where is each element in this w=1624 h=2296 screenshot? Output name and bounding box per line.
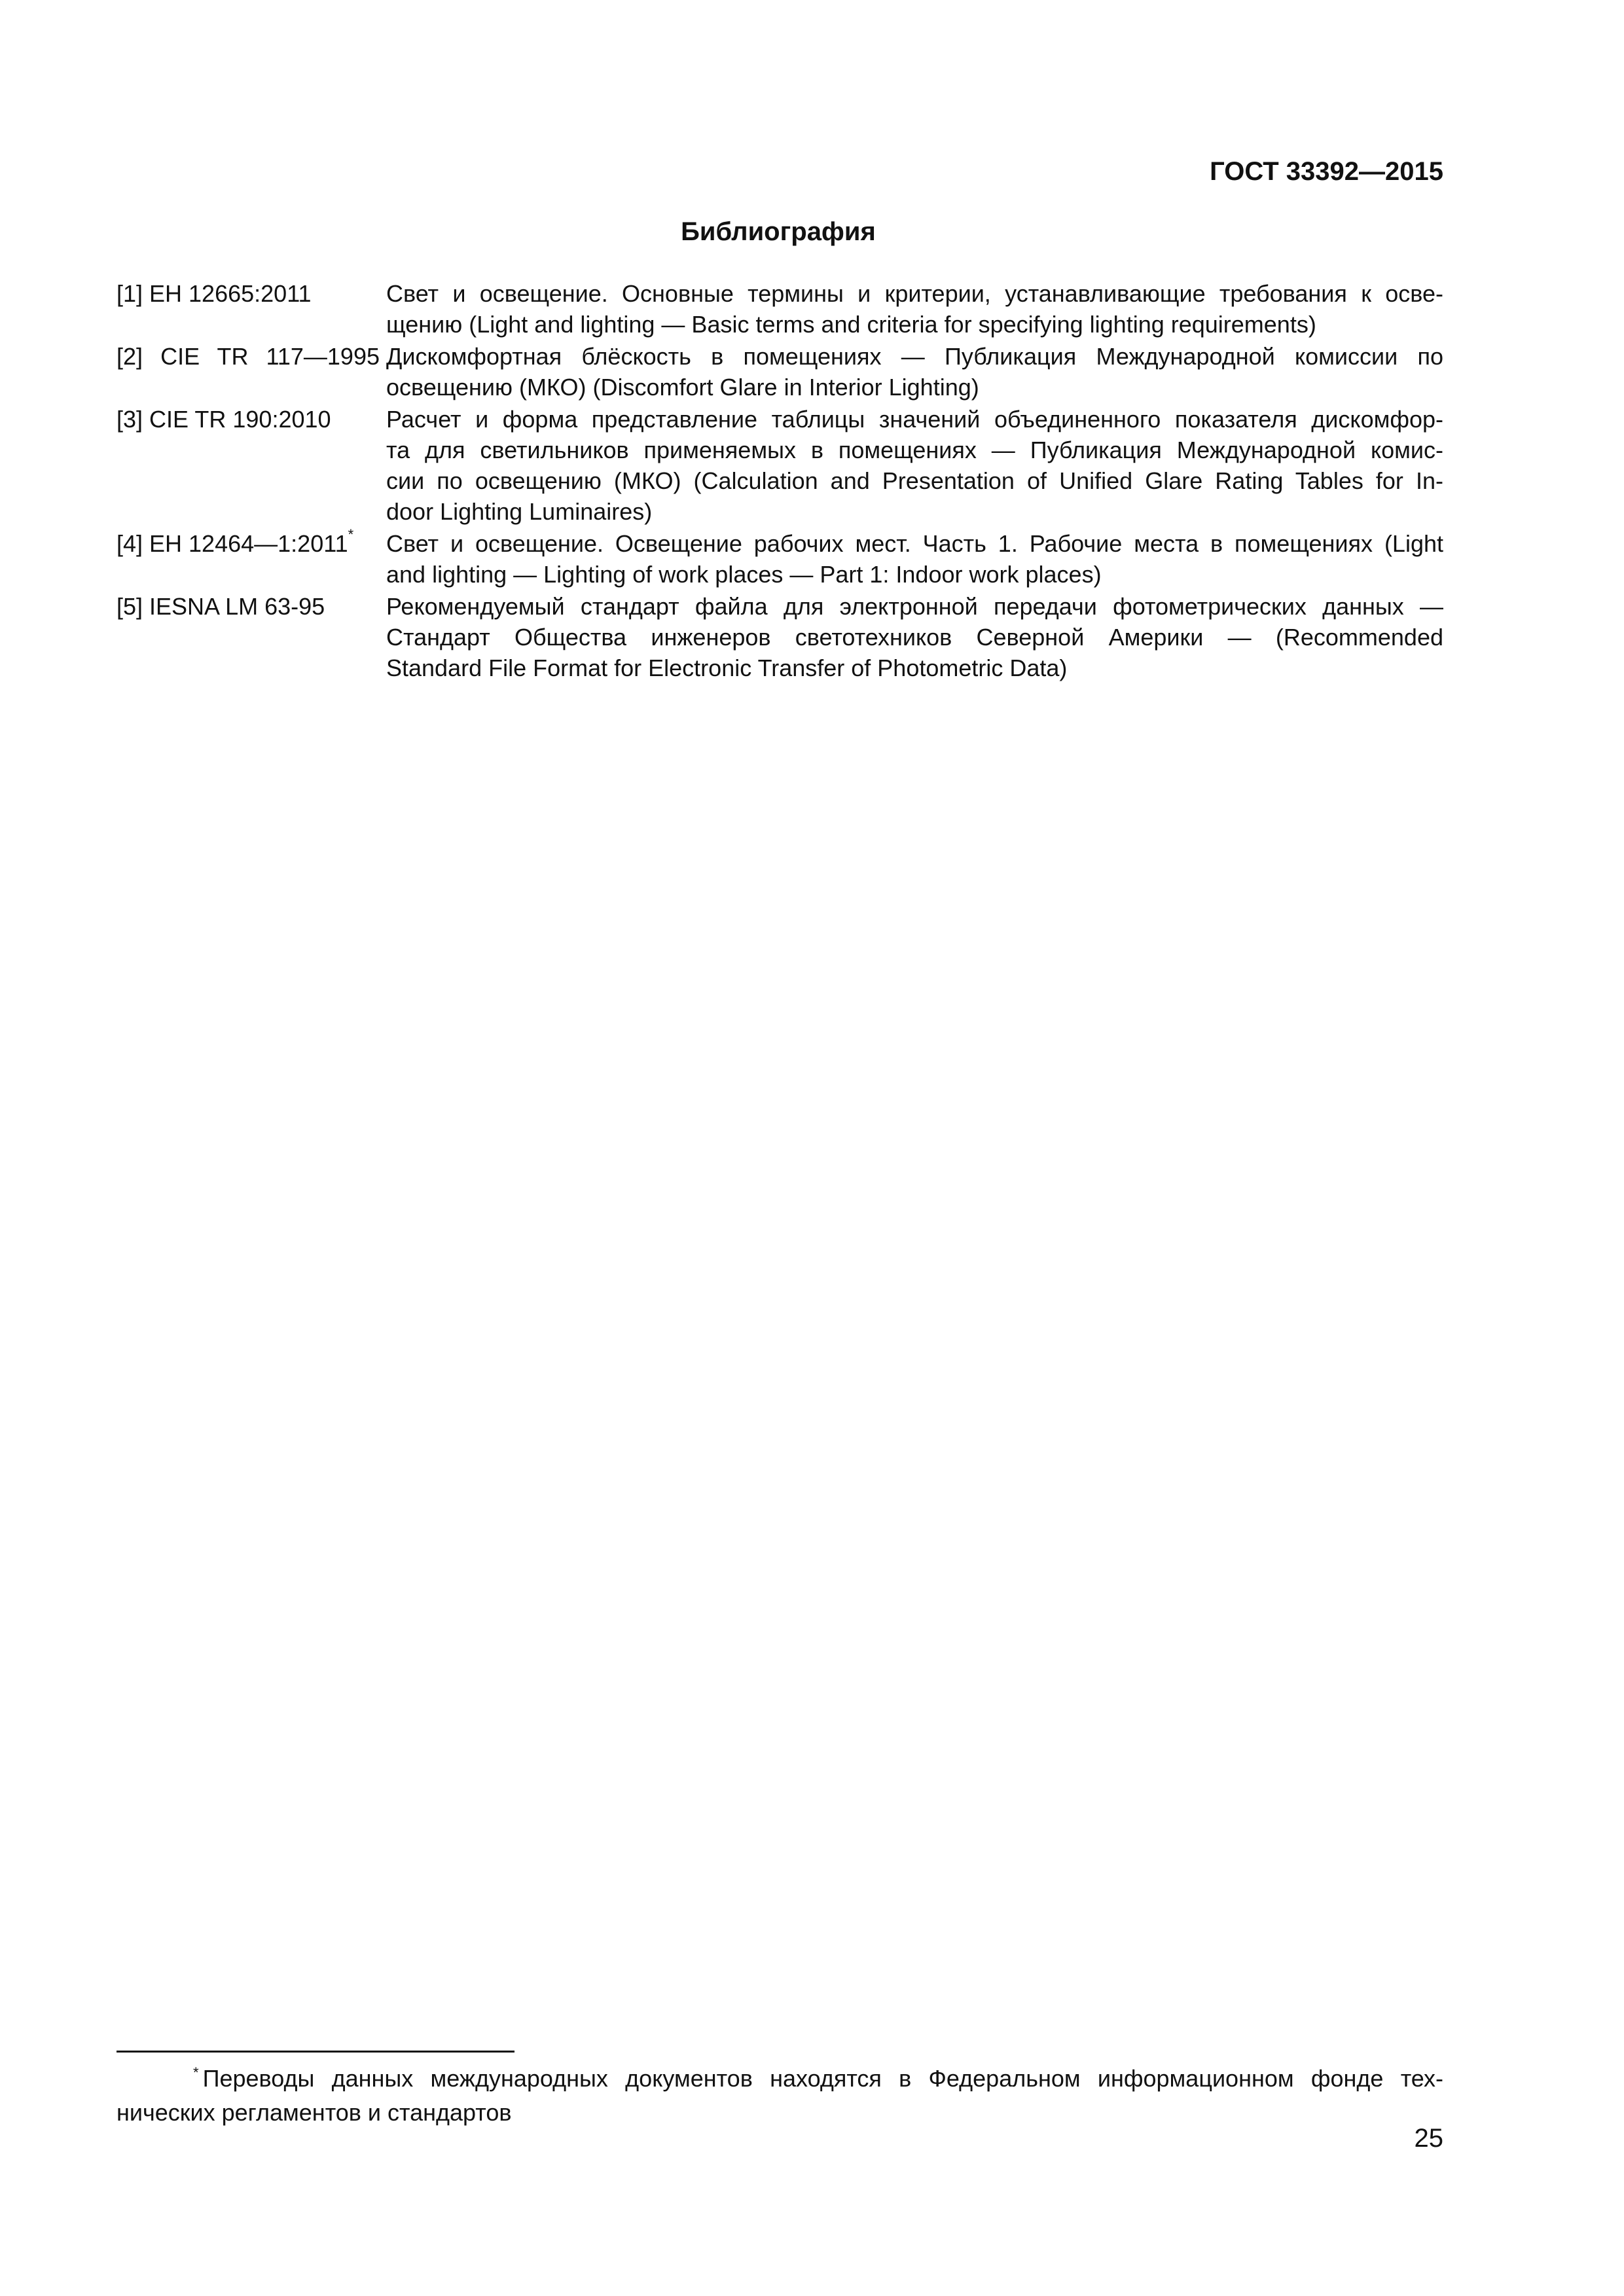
reference-text bbox=[386, 528, 1443, 590]
reference-line: Стандарт Общества инженеров светотехников Северной Америки — (Recommended bbox=[386, 624, 1443, 651]
reference-id: [3] CIE TR 190:2010 bbox=[117, 406, 331, 433]
reference-item bbox=[117, 278, 1443, 340]
bibliography-title: Библиография bbox=[681, 217, 876, 246]
reference-id: [4] ЕН 12464—1:2011* bbox=[117, 526, 354, 557]
reference-line: Расчет и форма представление таблицы значений объединенного показателя дискомфор- bbox=[386, 406, 1443, 433]
reference-text bbox=[386, 341, 1443, 403]
reference-line: освещению (МКО) (Discomfort Glare in Interior Lighting) bbox=[386, 374, 979, 401]
reference-line: Свет и освещение. Основные термины и критерии, устанавливающие требования к осве- bbox=[386, 280, 1443, 307]
reference-line: Свет и освещение. Освещение рабочих мест. Часть 1. Рабочие места в помещениях (Light bbox=[386, 530, 1443, 557]
reference-line: door Lighting Luminaires) bbox=[386, 498, 653, 525]
footnote-reference-mark: * bbox=[348, 526, 354, 543]
reference-line: щению (Light and lighting — Basic terms and criteria for specifying lighting requirements) bbox=[386, 311, 1316, 338]
reference-item bbox=[117, 341, 1443, 403]
reference-item bbox=[117, 591, 1443, 683]
footnote-divider bbox=[117, 2051, 514, 2053]
reference-item bbox=[117, 528, 1443, 590]
reference-text bbox=[386, 591, 1443, 683]
page-number: 25 bbox=[1414, 2124, 1443, 2153]
footnote-line bbox=[117, 2063, 1443, 2097]
reference-line: та для светильников применяемых в помещениях — Публикация Международной комис- bbox=[386, 437, 1443, 463]
reference-id: [1] ЕН 12665:2011 bbox=[117, 280, 312, 307]
reference-line: сии по освещению (МКО) (Calculation and Presentation of Unified Glare Rating Tables for In- bbox=[386, 467, 1443, 494]
reference-id: [2] CIE TR 117—1995 bbox=[117, 343, 380, 370]
reference-item bbox=[117, 404, 1443, 527]
reference-line: Standard File Format for Electronic Transfer of Photometric Data) bbox=[386, 655, 1068, 681]
reference-line: Дискомфортная блёскость в помещениях — Публикация Международной комиссии по bbox=[386, 343, 1443, 370]
reference-list bbox=[117, 278, 1443, 685]
footnote-text: Переводы данных международных документов находятся в Федеральном информационном фонде тех- bbox=[202, 2065, 1443, 2092]
footnote-mark: * bbox=[193, 2064, 199, 2081]
reference-text bbox=[386, 278, 1443, 340]
reference-line: Рекомендуемый стандарт файла для электронной передачи фотометрических данных — bbox=[386, 593, 1443, 620]
footnote-line: нических регламентов и стандартов bbox=[117, 2099, 512, 2126]
footnote bbox=[117, 2063, 1443, 2128]
reference-id: [5] IESNA LM 63-95 bbox=[117, 593, 325, 620]
reference-line: and lighting — Lighting of work places — Part 1: Indoor work places) bbox=[386, 561, 1102, 588]
reference-text bbox=[386, 404, 1443, 527]
document-code: ГОСТ 33392—2015 bbox=[1210, 157, 1443, 186]
